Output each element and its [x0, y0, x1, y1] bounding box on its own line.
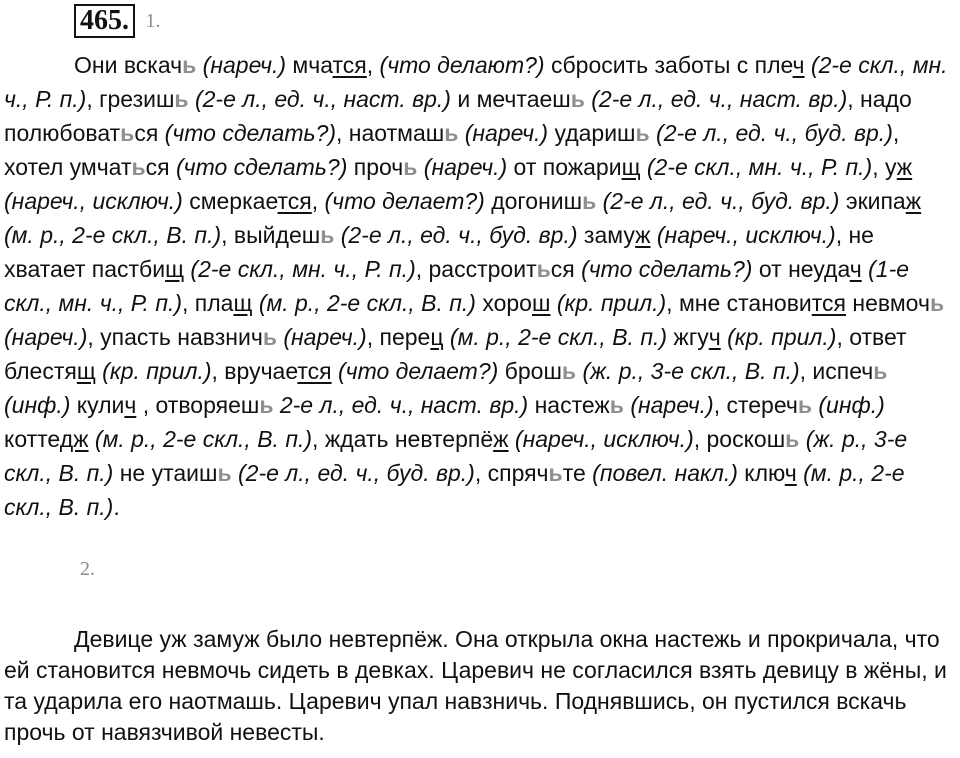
grammar-note: (что сделать?)	[581, 256, 753, 282]
underlined-ending: щ	[165, 256, 185, 282]
text-segment: , не хватает пастби	[4, 222, 874, 282]
grammar-note: (что делают?)	[379, 52, 545, 78]
grammar-note: (что сделать?)	[176, 154, 348, 180]
soft-sign-highlight: ь	[582, 188, 597, 214]
grammar-note: (2-е скл., мн. ч., Р. п.)	[190, 256, 416, 282]
grammar-note: (что делает?)	[338, 358, 499, 384]
text-segment: от неуда	[752, 256, 850, 282]
underlined-ending: тся	[277, 188, 312, 214]
text-segment: , упасть навзнич	[87, 324, 263, 350]
text-segment: , ответ блестя	[4, 324, 907, 384]
soft-sign-highlight: ь	[570, 86, 585, 112]
text-segment: , пере	[366, 324, 431, 350]
text-segment: настеж	[528, 392, 610, 418]
grammar-note: (м. р., 2-е скл., В. п.)	[258, 290, 476, 316]
underlined-ending: тся	[811, 290, 847, 316]
underlined-ending: ж	[905, 188, 922, 214]
soft-sign-highlight: ь	[873, 358, 888, 384]
grammar-note: (нареч.)	[464, 120, 549, 146]
soft-sign-highlight: ь	[635, 120, 650, 146]
text-segment: кули	[70, 392, 125, 418]
part-1-text	[4, 48, 954, 524]
text-segment: , грезиш	[86, 86, 175, 112]
grammar-note: (м. р., 2-е скл., В. п.)	[449, 324, 668, 350]
text-segment: , испеч	[799, 358, 874, 384]
text-segment: ся	[145, 154, 176, 180]
underlined-ending: ч	[784, 460, 797, 486]
part-2-label: 2.	[80, 558, 95, 580]
soft-sign-highlight: ь	[120, 120, 135, 146]
grammar-note: (нареч.)	[283, 324, 367, 350]
soft-sign-highlight: ь	[797, 392, 812, 418]
grammar-note: (2-е л., ед. ч., буд. вр.)	[340, 222, 578, 248]
grammar-note: 2-е л., ед. ч., наст. вр.)	[279, 392, 529, 418]
exercise-number: 465.	[74, 4, 135, 38]
text-segment: догониш	[484, 188, 583, 214]
text-segment: котте	[4, 426, 60, 452]
soft-sign-highlight: ь	[403, 154, 418, 180]
text-segment: ,	[366, 52, 380, 78]
grammar-note: (нареч., исключ.)	[656, 222, 836, 248]
text-segment: , выйдеш	[221, 222, 321, 248]
grammar-note: (ж. р., 3-е скл., В. п.)	[582, 358, 800, 384]
text-segment: экипа	[839, 188, 906, 214]
text-segment: не утаиш	[113, 460, 218, 486]
text-segment: от пожари	[507, 154, 622, 180]
soft-sign-highlight: ь	[561, 358, 577, 384]
grammar-note: (нареч.)	[202, 52, 287, 78]
text-segment: , мне станови	[666, 290, 812, 316]
grammar-note: (2-е л., ед. ч., наст. вр.)	[194, 86, 451, 112]
grammar-note: (2-е л., ед. ч., буд. вр.)	[602, 188, 840, 214]
soft-sign-highlight: ь	[262, 324, 277, 350]
grammar-note: (2-е л., ед. ч., буд. вр.)	[238, 460, 475, 486]
text-segment: и мечтаеш	[450, 86, 571, 112]
text-segment: .	[113, 494, 120, 520]
underlined-ending: тся	[297, 358, 332, 384]
text-segment: сбросить заботы с пле	[544, 52, 793, 78]
text-segment: ся	[550, 256, 582, 282]
text-segment: невмоч	[846, 290, 930, 316]
grammar-note: (инф.)	[4, 392, 71, 418]
grammar-note: (кр. прил.)	[556, 290, 667, 316]
text-segment: , вручае	[211, 358, 298, 384]
underlined-ending: щ	[621, 154, 641, 180]
text-segment: , роскош	[693, 426, 786, 452]
grammar-note: (что делает?)	[324, 188, 485, 214]
text-segment: , хотел умчат	[4, 120, 900, 180]
grammar-note: (2-е л., ед. ч., буд. вр.)	[656, 120, 893, 146]
text-segment: , надо полюбоват	[4, 86, 912, 146]
grammar-note: (нареч., исключ.)	[4, 188, 183, 214]
underlined-ending: ч	[792, 52, 805, 78]
underlined-ending: щ	[233, 290, 253, 316]
underlined-ending: щ	[76, 358, 96, 384]
grammar-note: (нареч.)	[423, 154, 508, 180]
underlined-ending: ч	[849, 256, 862, 282]
text-segment: жгу	[667, 324, 709, 350]
text-segment: заму	[577, 222, 636, 248]
soft-sign-highlight: ь	[217, 460, 232, 486]
grammar-note: (кр. прил.)	[727, 324, 837, 350]
grammar-note: (2-е скл., мн. ч., Р. п.)	[646, 154, 873, 180]
text-segment: Они вскач	[74, 52, 183, 78]
text-segment: , спряч	[474, 460, 549, 486]
grammar-note: (2-е скл., мн. ч., Р. п.)	[4, 52, 948, 112]
text-segment: , у	[872, 154, 897, 180]
text-segment: смеркае	[182, 188, 278, 214]
text-segment: , ждать невтерпё	[312, 426, 494, 452]
text-segment: проч	[347, 154, 404, 180]
part-1-label: 1.	[145, 9, 161, 32]
grammar-note: (кр. прил.)	[102, 358, 212, 384]
text-segment: мча	[286, 52, 333, 78]
part-1-paragraph	[4, 48, 954, 524]
text-segment: ,	[311, 188, 325, 214]
soft-sign-highlight: ь	[548, 460, 563, 486]
soft-sign-highlight: ь	[259, 392, 274, 418]
grammar-note: (что сделать?)	[164, 120, 337, 146]
text-segment: удариш	[548, 120, 636, 146]
soft-sign-highlight: ь	[131, 154, 146, 180]
text-segment: , пла	[182, 290, 234, 316]
underlined-ending: ч	[124, 392, 137, 418]
text-segment: , наотмаш	[336, 120, 445, 146]
grammar-note: (ж. р., 3-е скл., В. п.)	[4, 426, 908, 486]
text-segment: клю	[737, 460, 785, 486]
exercise-header	[74, 4, 160, 38]
underlined-ending: ж	[635, 222, 651, 248]
grammar-note: (повел. накл.)	[592, 460, 738, 486]
soft-sign-highlight: ь	[929, 290, 945, 316]
underlined-ending: ш	[531, 290, 551, 316]
text-segment: брош	[498, 358, 562, 384]
underlined-ending: ж	[896, 154, 913, 180]
grammar-note: (м. р., 2-е скл., В. п.)	[4, 222, 222, 248]
soft-sign-highlight: ь	[785, 426, 800, 452]
text-segment: , отворяеш	[136, 392, 260, 418]
grammar-note: (м. р., 2-е скл., В. п.)	[4, 460, 905, 520]
part-2-paragraph: Девице уж замуж было невтерпёж. Она открыла окна настежь и прокричала, что ей становится невмочь сидеть в девках. Царевич не согласился взять девицу в жёны, и та ударила его наотмашь. Царевич упал навзничь. Поднявшись, он пустился вскачь прочь от навязчивой невесты.	[4, 626, 947, 745]
grammar-note: (1-е скл., мн. ч., Р. п.)	[4, 256, 910, 316]
text-segment: хоро	[475, 290, 532, 316]
soft-sign-highlight: ь	[444, 120, 459, 146]
soft-sign-highlight: ь	[182, 52, 197, 78]
grammar-note: (нареч.)	[630, 392, 714, 418]
grammar-note: (инф.)	[818, 392, 885, 418]
grammar-note: (нареч.)	[4, 324, 88, 350]
grammar-note: (2-е л., ед. ч., наст. вр.)	[591, 86, 848, 112]
soft-sign-highlight: ь	[609, 392, 624, 418]
text-segment: , расстроит	[415, 256, 537, 282]
underlined-ending: ч	[708, 324, 721, 350]
underlined-ending: дж	[59, 426, 89, 452]
grammar-note: (м. р., 2-е скл., В. п.)	[94, 426, 313, 452]
underlined-ending: тся	[332, 52, 367, 78]
text-segment: те	[562, 460, 593, 486]
text-segment: ся	[134, 120, 165, 146]
soft-sign-highlight: ь	[174, 86, 189, 112]
soft-sign-highlight: ь	[320, 222, 335, 248]
text-segment: , стереч	[713, 392, 798, 418]
underlined-ending: ж	[493, 426, 509, 452]
part-2-text	[4, 624, 954, 748]
grammar-note: (нареч., исключ.)	[514, 426, 694, 452]
underlined-ending: ц	[430, 324, 444, 350]
soft-sign-highlight: ь	[536, 256, 551, 282]
